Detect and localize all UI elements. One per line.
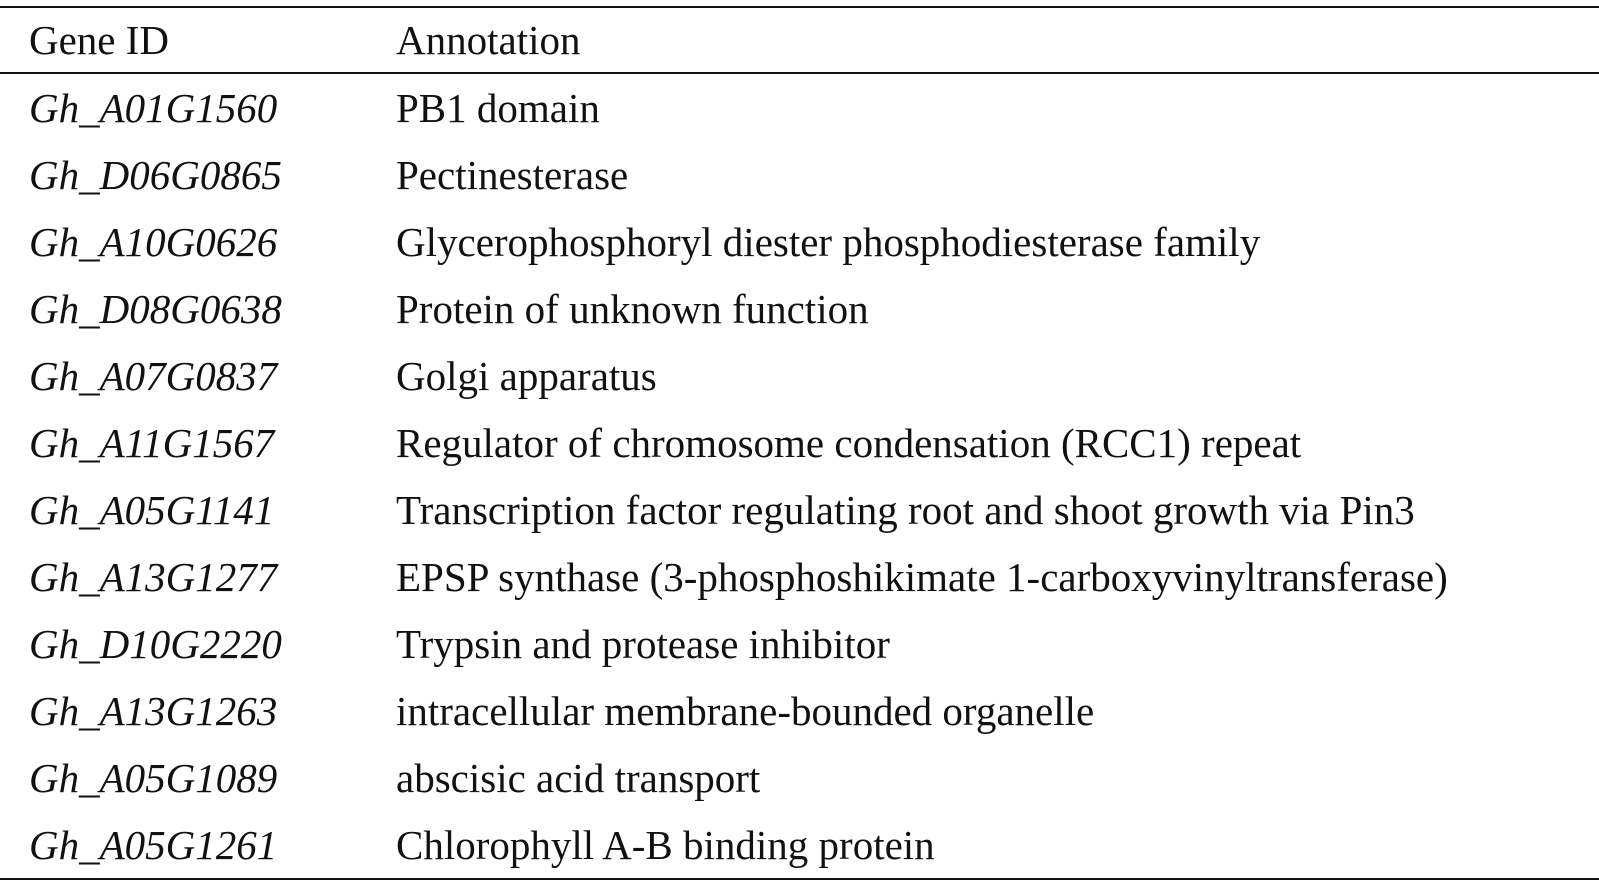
- table-row: [0, 208, 1599, 275]
- gene-id-cell: Gh_A13G1277: [29, 553, 278, 600]
- annotation-cell: Regulator of chromosome condensation (RCC1) repeat: [396, 419, 1302, 466]
- annotation-cell: Pectinesterase: [396, 151, 629, 198]
- header-row: [0, 8, 1599, 72]
- gene-annotation-table: [0, 6, 1599, 880]
- gene-id-cell: Gh_A05G1141: [29, 486, 275, 533]
- table-row: [0, 811, 1599, 878]
- table-row: [0, 275, 1599, 342]
- table-row: [0, 74, 1599, 141]
- table-bottom-rule: [0, 878, 1599, 880]
- gene-id-cell: Gh_A07G0837: [29, 352, 278, 399]
- annotation-cell: abscisic acid transport: [396, 754, 761, 801]
- table-row: [0, 744, 1599, 811]
- table-row: [0, 342, 1599, 409]
- table-header: [0, 8, 1599, 72]
- header-annotation: Annotation: [396, 17, 581, 63]
- annotation-cell: Chlorophyll A-B binding protein: [396, 821, 935, 868]
- gene-id-cell: Gh_A05G1261: [29, 821, 278, 868]
- gene-id-cell: Gh_A05G1089: [29, 754, 278, 801]
- table-row: [0, 141, 1599, 208]
- table: [0, 8, 1599, 72]
- table-body: [0, 74, 1599, 878]
- annotation-cell: Trypsin and protease inhibitor: [396, 620, 890, 667]
- annotation-cell: Glycerophosphoryl diester phosphodiesterase family: [396, 218, 1261, 265]
- gene-id-cell: Gh_A13G1263: [29, 687, 278, 734]
- gene-id-cell: Gh_D10G2220: [29, 620, 282, 667]
- header-gene-id: Gene ID: [29, 17, 170, 63]
- gene-id-cell: Gh_A10G0626: [29, 218, 278, 265]
- table-row: [0, 677, 1599, 744]
- table-row: [0, 610, 1599, 677]
- gene-id-cell: Gh_D06G0865: [29, 151, 282, 198]
- table-row: [0, 476, 1599, 543]
- table-row: [0, 543, 1599, 610]
- annotation-cell: Golgi apparatus: [396, 352, 657, 399]
- annotation-cell: PB1 domain: [396, 84, 600, 131]
- annotation-cell: intracellular membrane-bounded organelle: [396, 687, 1095, 734]
- table-row: [0, 409, 1599, 476]
- gene-id-cell: Gh_A01G1560: [29, 84, 278, 131]
- annotation-cell: Transcription factor regulating root and shoot growth via Pin3: [396, 486, 1415, 533]
- gene-id-cell: Gh_A11G1567: [29, 419, 275, 466]
- annotation-cell: Protein of unknown function: [396, 285, 869, 332]
- annotation-cell: EPSP synthase (3-phosphoshikimate 1-carboxyvinyltransferase): [396, 553, 1448, 600]
- gene-id-cell: Gh_D08G0638: [29, 285, 282, 332]
